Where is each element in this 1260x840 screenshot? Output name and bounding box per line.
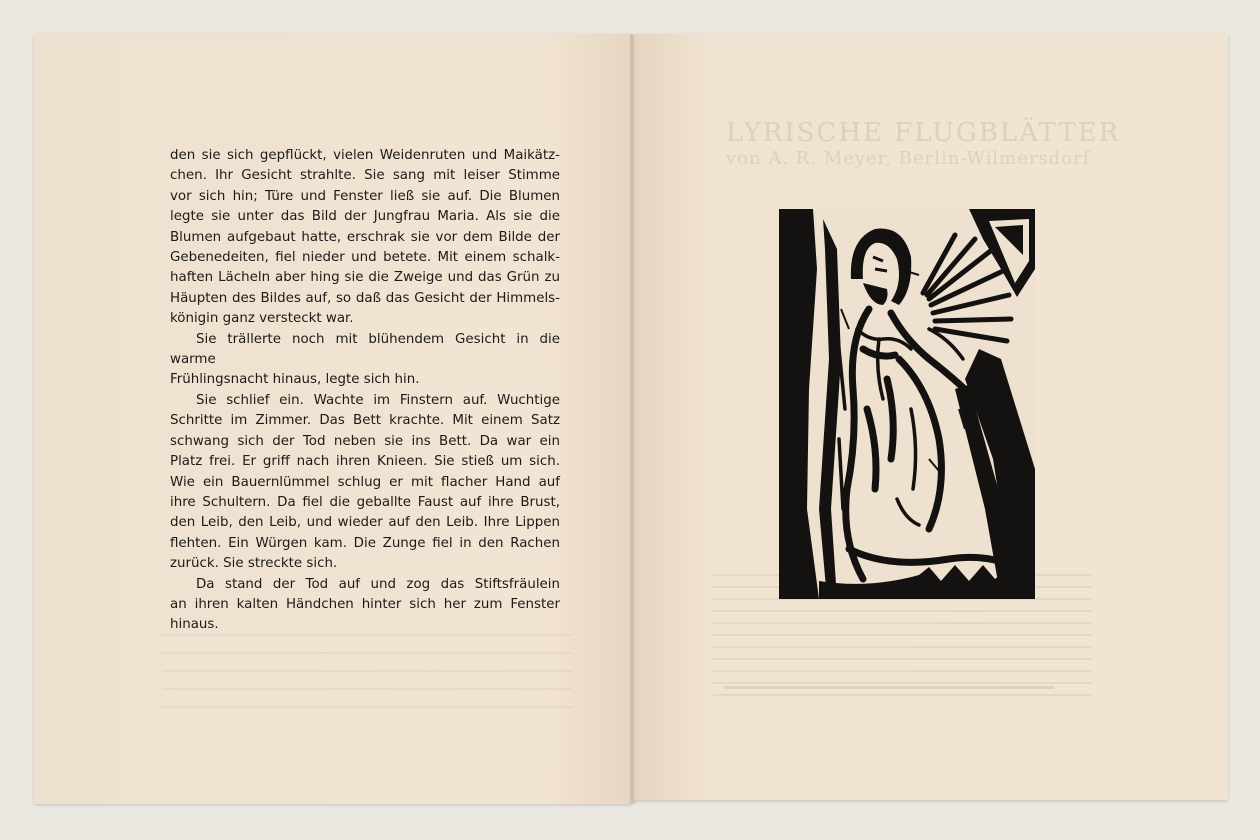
woodcut-illustration	[779, 209, 1035, 599]
right-page	[634, 34, 1228, 800]
text-line: flehten. Ein Würgen kam. Die Zunge fiel in den Rachen	[170, 535, 560, 551]
text-line: königin ganz versteckt war.	[170, 311, 354, 327]
paragraph	[170, 391, 560, 575]
text-line: ihre Schultern. Da fiel die geballte Faust auf ihre Brust,	[170, 494, 560, 510]
paragraph	[170, 146, 560, 330]
text-line: haften Lächeln aber hing sie die Zweige und das Grün zu	[170, 270, 560, 286]
text-line: den sie sich gepflückt, vielen Weidenruten und Maikätz-	[170, 148, 560, 163]
show-through-subtitle: von A. R. Meyer, Berlin-Wilmersdorf	[726, 148, 1091, 169]
text-line: schwang sich der Tod neben sie ins Bett. Da war ein	[170, 433, 560, 449]
text-line: Blumen aufgebaut hatte, erschrak sie vor dem Bilde der	[170, 229, 560, 245]
show-through-title: LYRISCHE FLUGBLÄTTER	[726, 118, 1121, 148]
text-line: Häupten des Bildes auf, so daß das Gesicht der Himmels-	[170, 290, 560, 306]
show-through-footer	[724, 686, 1054, 689]
text-line: Sie trällerte noch mit blühendem Gesicht in die warme	[170, 331, 560, 368]
paragraph	[170, 330, 560, 391]
text-line: an ihren kalten Händchen hinter sich her zum Fenster	[170, 596, 560, 612]
left-page	[34, 34, 632, 804]
text-line: Da stand der Tod auf und zog das Stiftsfräulein	[196, 576, 560, 592]
text-line: vor sich hin; Türe und Fenster ließ sie auf. Die Blumen	[170, 188, 560, 204]
text-line: Schritte im Zimmer. Das Bett krachte. Mit einem Satz	[170, 413, 560, 429]
text-line: zurück. Sie streckte sich.	[170, 556, 338, 572]
show-through-text	[162, 634, 572, 714]
text-line: Gebenedeiten, fiel nieder und betete. Mit einem schalk-	[170, 250, 560, 266]
text-line: chen. Ihr Gesicht strahlte. Sie sang mit leiser Stimme	[170, 168, 560, 184]
text-line: Frühlingsnacht hinaus, legte sich hin.	[170, 372, 420, 388]
text-line: Wie ein Bauernlümmel schlug er mit flacher Hand auf	[170, 474, 560, 490]
body-text	[170, 146, 560, 636]
paragraph	[170, 575, 560, 636]
text-line: hinaus.	[170, 617, 219, 633]
text-line: legte sie unter das Bild der Jungfrau Maria. Als sie die	[170, 209, 560, 225]
text-line: den Leib, den Leib, und wieder auf den Leib. Ihre Lippen	[170, 515, 560, 531]
text-line: Sie schlief ein. Wachte im Finstern auf. Wuchtige	[196, 392, 560, 408]
text-line: Platz frei. Er griff nach ihren Knieen. Sie stieß um sich.	[170, 454, 560, 470]
